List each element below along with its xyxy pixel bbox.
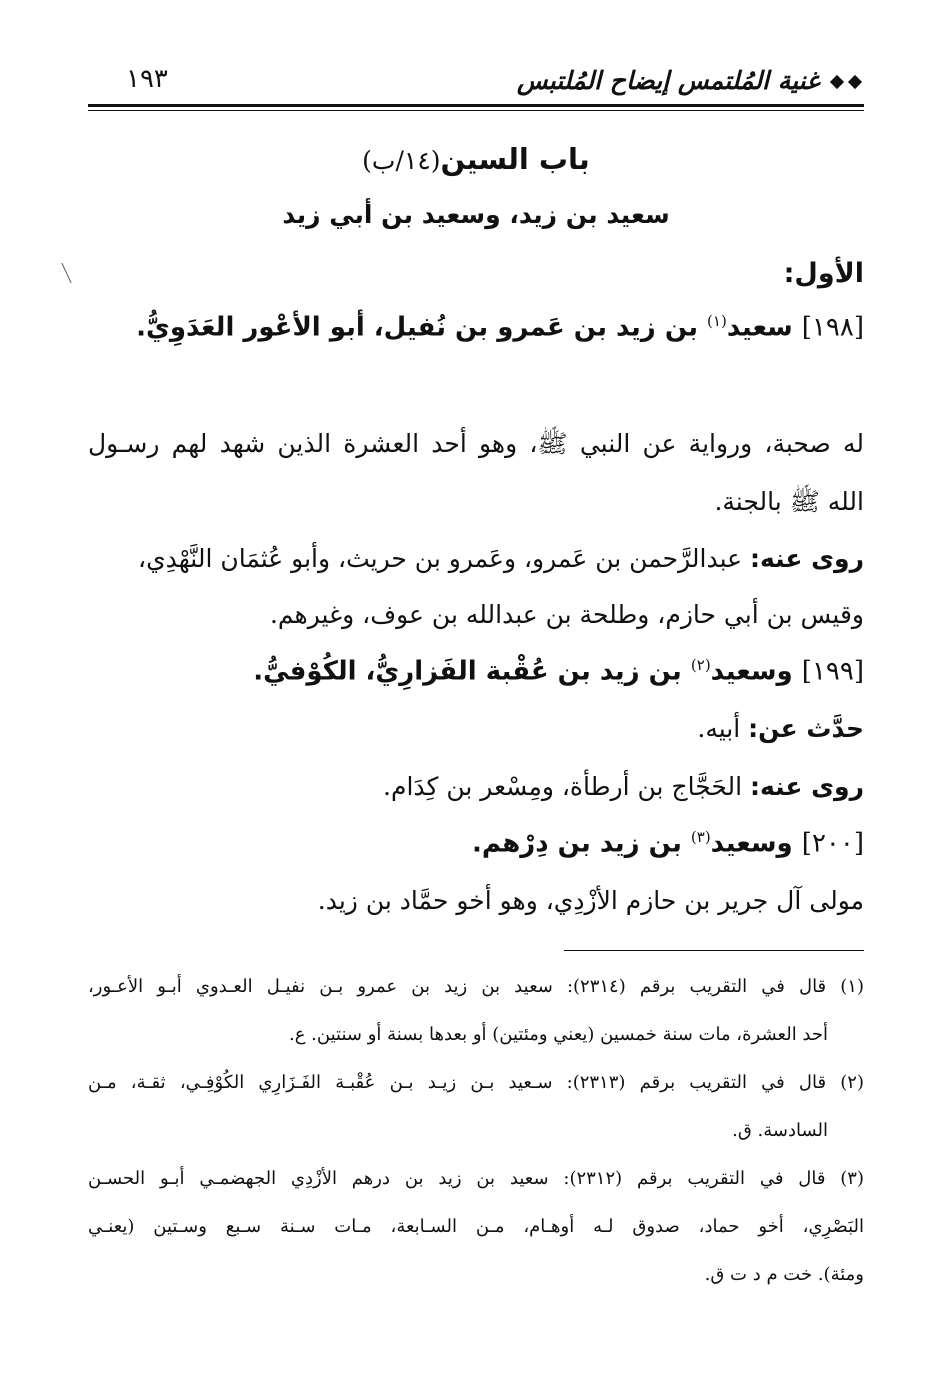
teachers-line bbox=[697, 714, 864, 743]
entry-number: [٢٠٠] bbox=[801, 828, 864, 859]
narrators-label: روى عنه: bbox=[750, 544, 864, 573]
bio-line: مولى آل جرير بن حازم الأزْدِي، وهو أخو حمَّاد بن زيد. bbox=[317, 886, 864, 915]
footnote-2-line: (٢) قال في التقريب برقم (٢٣١٣): سـعيد بـن زيـد بـن عُقْبـة الفَـزَارِي الكُوْفِـي، ثقـة، مـن bbox=[88, 1072, 864, 1093]
entry-name-rest: بن زيد بن دِرْهم. bbox=[472, 828, 682, 859]
chapter-subtitle: سعيد بن زيد، وسعيد بن أبي زيد bbox=[282, 200, 670, 229]
entry-number: [١٩٩] bbox=[801, 656, 864, 687]
footnote-separator bbox=[564, 950, 864, 951]
narrators-text: الحَجَّاج بن أرطأة، ومِسْعر بن كِدَام. bbox=[383, 772, 743, 801]
teachers-label: حدَّث عن: bbox=[748, 714, 864, 743]
entry-number: [١٩٨] bbox=[801, 312, 864, 343]
narrators-line: وقيس بن أبي حازم، وطلحة بن عبدالله بن عوف، وغيرهم. bbox=[269, 600, 864, 629]
entry-name-start: سعيد bbox=[726, 312, 793, 343]
footnote-marker: (٢) bbox=[690, 656, 711, 674]
entry-heading-198 bbox=[136, 312, 864, 343]
entry-name-rest: بن زيد بن عُقْبة الفَزارِيُّ، الكُوْفيُّ. bbox=[253, 656, 682, 687]
page-number: ١٩٣ bbox=[126, 64, 168, 94]
entry-heading-200 bbox=[472, 828, 864, 859]
footnote-2-line: السادسة. ق. bbox=[732, 1120, 828, 1141]
running-title-text: غنية المُلتمس إيضاح المُلتبس bbox=[516, 66, 820, 95]
entry-heading-199 bbox=[253, 656, 864, 687]
folio-reference: (١٤/ب) bbox=[362, 146, 441, 175]
footnote-marker: (٣) bbox=[690, 828, 711, 846]
diamond-ornament-icon bbox=[830, 75, 844, 89]
narrators-line bbox=[383, 772, 864, 801]
footnote-marker: (١) bbox=[707, 312, 727, 330]
footnote-1-line: أحد العشرة، مات سنة خمسين (يعني ومئتين) أو بعدها بسنة أو سنتين. ع. bbox=[288, 1024, 828, 1045]
narrators-text: عبدالرَّحمن بن عَمرو، وعَمرو بن حريث، وأبو عُثمَان النَّهْدِي، bbox=[138, 544, 743, 573]
chapter-title bbox=[88, 142, 864, 176]
footnote-1-line: (١) قال في التقريب برقم (٢٣١٤): سعيد بن زيد بن عمرو بـن نفيـل العـدوي أبـو الأعـور، bbox=[88, 976, 864, 997]
header-rule bbox=[88, 104, 864, 107]
footnote-3-line: البَصْرِي، أخو حماد، صدوق لـه أوهـام، مـن السـابعة، مـات سـنة سـبع وسـتين (يعنـي bbox=[88, 1216, 864, 1237]
section-heading-first: الأول: bbox=[783, 258, 864, 289]
entry-name-rest: بن زيد بن عَمرو بن نُفيل، أبو الأعْور العَدَوِيُّ. bbox=[136, 312, 698, 343]
chapter-title-text: باب السين bbox=[440, 142, 590, 176]
bio-line: له صحبة، ورواية عن النبي ﷺ، وهو أحد العشرة الذين شهد لهم رسـول bbox=[88, 429, 864, 458]
diamond-ornament-icon bbox=[848, 75, 862, 89]
entry-name-start: وسعيد bbox=[710, 656, 793, 687]
narrators-line bbox=[138, 544, 864, 573]
header-rule-thin bbox=[88, 110, 864, 111]
footnote-3-line: (٣) قال في التقريب برقم (٢٣١٢): سعيد بن زيد بن درهم الأزْدِي الجهضمـي أبـو الحسـن bbox=[88, 1168, 864, 1189]
footnote-3-line: ومئة). خت م د ت ق. bbox=[704, 1264, 864, 1285]
running-title bbox=[517, 66, 864, 95]
narrators-label: روى عنه: bbox=[750, 772, 864, 801]
teachers-text: أبيه. bbox=[697, 714, 741, 743]
bio-line: الله ﷺ بالجنة. bbox=[714, 487, 864, 516]
entry-name-start: وسعيد bbox=[710, 828, 793, 859]
running-header bbox=[88, 60, 864, 104]
stray-pen-mark bbox=[61, 263, 71, 283]
